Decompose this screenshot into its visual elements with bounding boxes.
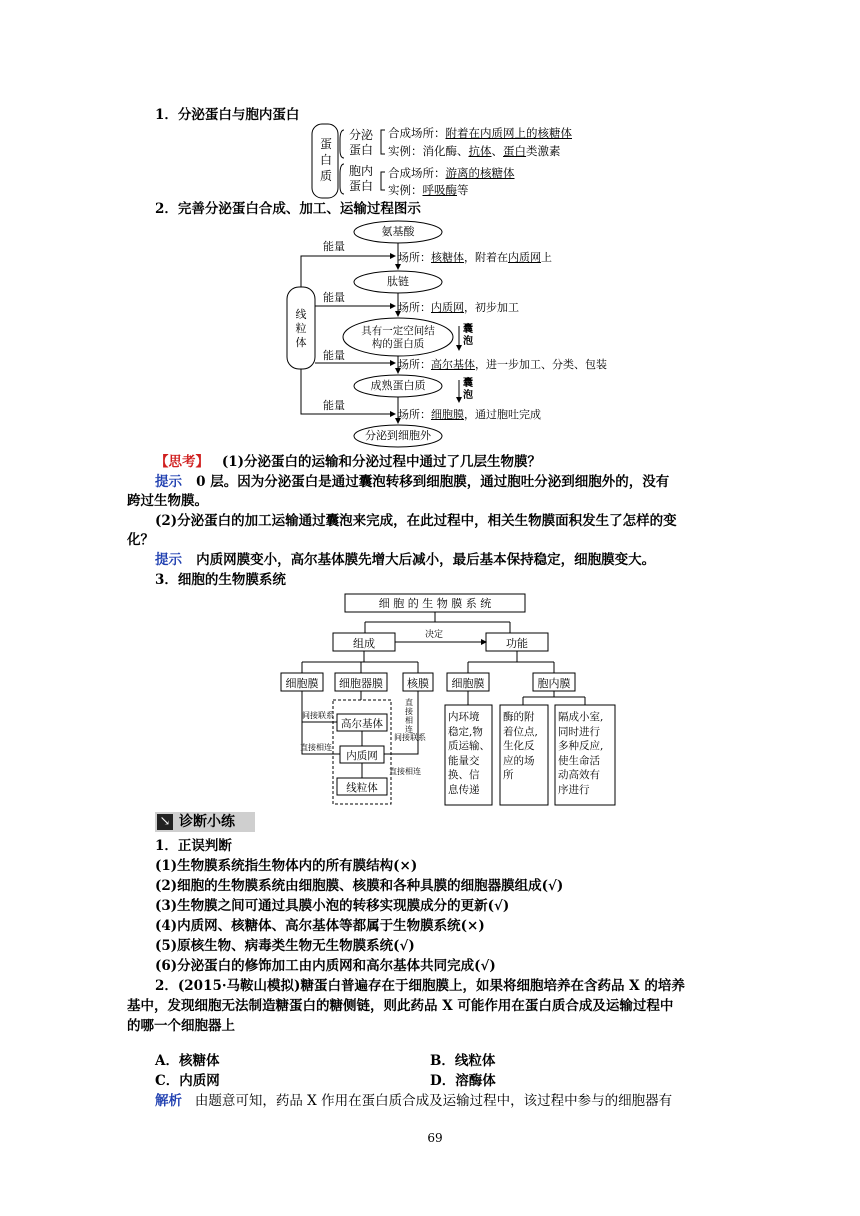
comp-cell-membrane: 细胞膜: [285, 677, 319, 690]
node-amino-acid: 氨基酸: [381, 225, 415, 238]
node-folded-protein: 具有一定空间结构的蛋白质: [361, 325, 435, 350]
practice-banner-label: 诊断小练: [179, 814, 235, 830]
practice-item-3: (3)生物膜之间可通过具膜小泡的转移实现膜成分的更新(√): [155, 898, 510, 914]
func-inner-membrane: 胞内膜: [537, 677, 571, 690]
practice-item-2: (2)细胞的生物膜系统由细胞膜、核膜和各种具膜的细胞器膜组成(√): [155, 878, 564, 894]
secretory-site-line: 合成场所：附着在内质网上的核糖体: [388, 126, 572, 140]
node-secreted: 分泌到细胞外: [365, 429, 431, 442]
energy-label-4: 能量: [323, 399, 345, 412]
think-a1-line1: 提示 0 层。因为分泌蛋白是通过囊泡转移到细胞膜，通过胞吐分泌到细胞外的，没有: [155, 474, 670, 490]
direct-link-label-1: 直接相连: [300, 743, 332, 752]
nuclear-direct-label: 直 接 相 连: [405, 698, 413, 734]
site-membrane: 场所：细胞膜，通过胞吐完成: [398, 408, 541, 421]
func-inner-membrane-desc-2: 隔成小室, 同时进行 多种反应, 使生命活 动高效有 序进行: [558, 711, 604, 796]
vesicle-label-2: 囊泡: [463, 378, 473, 401]
section3-title: 3．细胞的生物膜系统: [155, 572, 286, 588]
option-d: D．溶酶体: [430, 1073, 496, 1089]
analysis-line: 解析 由题意可知，药品 X 作用在蛋白质合成及运输过程中，该过程中参与的细胞器有: [155, 1093, 673, 1109]
section2-title: 2．完善分泌蛋白合成、加工、运输过程图示: [155, 201, 421, 217]
think-a2: 提示 内质网膜变小，高尔基体膜先增大后减小，最后基本保持稳定，细胞膜变大。: [155, 552, 656, 568]
site-er: 场所：内质网，初步加工: [398, 301, 519, 314]
comp-nuclear-membrane: 核膜: [407, 677, 429, 690]
vesicle-label-1: 囊泡: [463, 324, 473, 347]
energy-label-2: 能量: [323, 291, 345, 304]
think-a1-line2: 跨过生物膜。: [127, 493, 208, 509]
node-peptide: 肽链: [387, 275, 409, 288]
practice-banner: [155, 812, 255, 832]
think-q1: 【思考】 (1)分泌蛋白的运输和分泌过程中通过了几层生物膜？: [155, 454, 542, 470]
func-cell-membrane: 细胞膜: [451, 677, 485, 690]
secretory-protein-label: 分泌蛋白: [349, 128, 374, 157]
secretory-example-line: 实例：消化酶、抗体、蛋白类激素: [388, 144, 561, 158]
protein-root-label: 蛋白质: [319, 137, 332, 183]
think-q2-line2: 化？: [127, 532, 154, 548]
intracellular-protein-label: 胞内蛋白: [349, 164, 374, 193]
intracellular-site-line: 合成场所：游离的核糖体: [388, 166, 515, 180]
composition-label: 组成: [353, 637, 375, 650]
practice-item-1: (1)生物膜系统指生物体内的所有膜结构(×): [155, 858, 418, 874]
site-ribosome: 场所：核糖体，附着在内质网上: [398, 251, 552, 264]
decides-label: 决定: [425, 630, 444, 640]
energy-label-1: 能量: [323, 240, 345, 253]
practice-title: 1．正误判断: [155, 838, 232, 854]
energy-label-3: 能量: [323, 349, 345, 362]
indirect-link-label-1: 间接联系: [302, 711, 334, 720]
practice-item-4: (4)内质网、核糖体、高尔基体等都属于生物膜系统(×): [155, 918, 485, 934]
organelle-er: 内质网: [346, 750, 378, 762]
intracellular-example-line: 实例：呼吸酶等: [388, 183, 469, 197]
question2-line2: 基中，发现细胞无法制造糖蛋白的糖侧链，则此药品 X 可能作用在蛋白质合成及运输过程中: [127, 998, 674, 1014]
arrow-icon: ↘: [157, 814, 173, 830]
function-label: 功能: [506, 637, 528, 650]
section1-title: 1．分泌蛋白与胞内蛋白: [155, 107, 300, 123]
question2-line1: 2．(2015·马鞍山模拟)糖蛋白普遍存在于细胞膜上，如果将细胞培养在含药品 X 的培养: [155, 978, 685, 994]
question2-line3: 的哪一个细胞器上: [127, 1018, 235, 1034]
node-mature-protein: 成熟蛋白质: [370, 379, 426, 392]
option-a: A．核糖体: [155, 1053, 220, 1069]
option-c: C．内质网: [155, 1073, 220, 1089]
option-b: B．线粒体: [430, 1053, 496, 1069]
comp-organelle-membrane: 细胞器膜: [339, 677, 383, 690]
site-golgi: 场所：高尔基体，进一步加工、分类、包装: [398, 358, 607, 371]
page-number: 69: [427, 1131, 443, 1145]
direct-link-label-2: 直接相连: [389, 767, 421, 776]
organelle-mitochondria: 线粒体: [346, 782, 378, 794]
organelle-golgi: 高尔基体: [341, 718, 383, 730]
indirect-link-label-2: 间接联系: [394, 733, 426, 742]
practice-item-6: (6)分泌蛋白的修饰加工由内质网和高尔基体共同完成(√): [155, 958, 496, 974]
func-cell-membrane-desc: 内环境 稳定,物 质运输、 能量交 换、信 息传递: [448, 711, 490, 796]
practice-item-5: (5)原核生物、病毒类生物无生物膜系统(√): [155, 938, 415, 954]
think-q2-line1: (2)分泌蛋白的加工运输通过囊泡来完成，在此过程中，相关生物膜面积发生了怎样的变: [155, 513, 677, 529]
func-inner-membrane-desc-1: 酶的附 着位点, 生化反 应的场 所: [503, 711, 538, 781]
membrane-system-title: 细 胞 的 生 物 膜 系 统: [378, 597, 492, 610]
mitochondria-label: 线粒体: [295, 308, 307, 349]
